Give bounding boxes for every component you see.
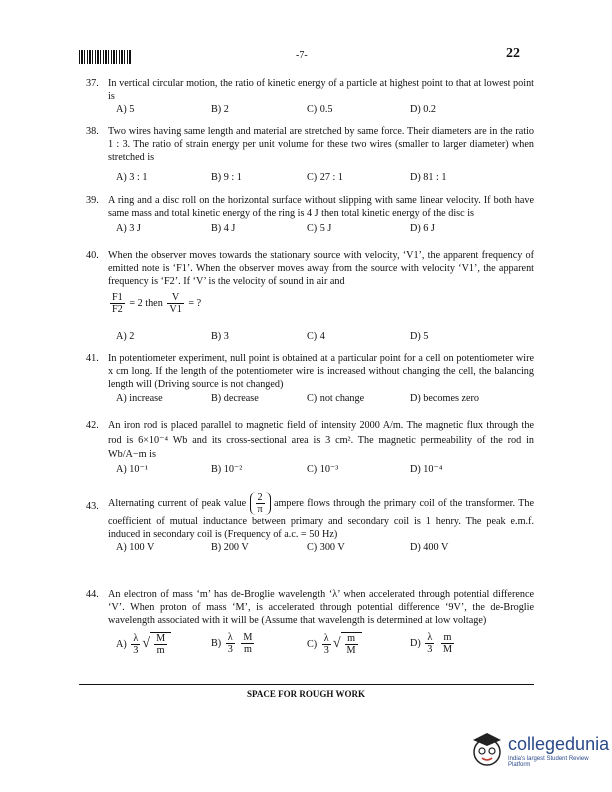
option-c: C) not change — [307, 392, 365, 404]
logo-tagline: India's largest Student Review Platform — [508, 756, 589, 768]
option-c: C) 0.5 — [307, 104, 333, 116]
question-text: In potentiometer experiment, null point is obtained at a particular point for a cell on potentiometer wire x cm long. If the length of the potentiometer wire is increased without changing the cell, the balancing length will (Driving source is not changed) — [108, 353, 534, 391]
option-a: A) 100 V — [116, 542, 155, 554]
question-39 — [86, 194, 534, 236]
option-a: A) increase — [116, 392, 163, 404]
option-d: D) 81 : 1 — [410, 171, 447, 183]
question-text: Alternating current of peak value $\frac{2}{\pi}$ ampere flows through the primary coil of the transformer. The coefficient of mutual inductance between primary and secondary coil is 1 henry. The peak e.m.f. induced in secondary coil is (Frequency of a.c. = 50 Hz) — [108, 492, 534, 541]
option-d: D) 5 — [410, 330, 429, 342]
option-a: A) 2 — [116, 330, 135, 342]
option-c: C) 27 : 1 — [307, 171, 343, 183]
option-a: A) 10⁻¹ — [116, 463, 148, 475]
options-row — [108, 632, 534, 664]
question-38 — [86, 125, 534, 185]
option-a: A) 3 : 1 — [116, 171, 148, 183]
question-41 — [86, 352, 534, 406]
question-text: An electron of mass ‘m’ has de-Broglie wavelength ‘λ’ when accelerated through potential difference ‘V’. When proton of mass ‘M’, is accelerated through potential difference ‘9V’, the de-Broglie wavelength associated with it will be (Assume that wavelength is determined at low voltage) — [108, 589, 534, 627]
option-d: D) 0.2 — [410, 104, 437, 116]
question-number: 39. — [86, 195, 99, 206]
question-text: In vertical circular motion, the ratio of kinetic energy of a particle at highest point to that at lowest point is — [108, 78, 534, 103]
barcode — [79, 50, 131, 64]
option-b: B) $\frac{\lambda}{3}$ $\frac{M}{m}$ — [211, 631, 253, 655]
rough-work-label: SPACE FOR ROUGH WORK — [247, 689, 365, 699]
option-b: B) 10⁻² — [211, 463, 243, 475]
option-a: A) 5 — [116, 104, 135, 116]
booklet-code: 22 — [506, 46, 520, 61]
option-a: A) 3 J — [116, 223, 141, 235]
option-c: C) $\frac{\lambda}{3}$ √ $\frac{m}{M}$ — [307, 632, 362, 656]
option-c: C) 300 V — [307, 542, 345, 554]
question-number: 40. — [86, 250, 99, 261]
option-d: D) becomes zero — [410, 392, 480, 404]
option-d: D) $\frac{\lambda}{3}$ $\frac{m}{M}$ — [410, 631, 452, 655]
option-d: D) 6 J — [410, 223, 435, 235]
question-number: 43. — [86, 501, 99, 512]
option-d: D) 400 V — [410, 542, 449, 554]
question-number: 42. — [86, 420, 99, 431]
question-text: Two wires having same length and material are stretched by same force. Their diameters are in the ratio 1 : 3. The ratio of strain energy per unit volume for these two wires (smaller to larger diameter) when stretched is — [108, 126, 534, 164]
question-43 — [86, 492, 534, 555]
question-number: 38. — [86, 126, 99, 137]
option-a: A) $\frac{\lambda}{3}$ √ $\frac{M}{m}$ — [116, 632, 171, 656]
question-text: A ring and a disc roll on the horizontal surface without slipping with same linear velocity. If both have same mass and total kinetic energy of the ring is 4 J then total kinetic energy of the disc is — [108, 195, 534, 220]
question-44 — [86, 588, 534, 664]
question-37 — [86, 77, 534, 117]
option-d: D) 10⁻⁴ — [410, 463, 443, 475]
option-c: C) 10⁻³ — [307, 463, 339, 475]
frequency-condition: $\frac{F1}{F2}$ = 2 then $\frac{V}{V1}$ = ? — [112, 291, 202, 315]
question-number: 41. — [86, 353, 99, 364]
question-42 — [86, 419, 534, 477]
question-number: 44. — [86, 589, 99, 600]
option-b: B) 200 V — [211, 542, 249, 554]
option-b: B) 3 — [211, 330, 229, 342]
question-text: When the observer moves towards the stationary source with velocity, ‘V1’, the apparent frequency of emitted note is ‘F1’. When the observer moves away from the source with velocity ‘V1’, the apparent frequency is ‘F2’. If ‘V’ is the velocity of sound in air and — [108, 250, 534, 288]
question-40 — [86, 249, 534, 344]
current-fraction: $\frac{2}{\pi}$ — [250, 492, 271, 515]
option-c: C) 5 J — [307, 223, 332, 235]
option-c: C) 4 — [307, 330, 325, 342]
option-b: B) 4 J — [211, 223, 236, 235]
fraction-f1-f2: $\frac{F1}{F2}$ — [112, 291, 123, 315]
option-b: B) 9 : 1 — [211, 171, 242, 183]
option-b: B) 2 — [211, 104, 229, 116]
option-b: B) decrease — [211, 392, 259, 404]
question-text: An iron rod is placed parallel to magnetic field of intensity 2000 A/m. The magnetic flux through the rod is 6×10⁻⁴ Wb and its cross-sectional area is 3 cm². The magnetic permeability of the rod in Wb/A−m is — [108, 420, 534, 460]
divider — [79, 684, 534, 685]
logo-name: collegedunia — [508, 734, 610, 754]
question-number: 37. — [86, 78, 99, 89]
page-number: -7- — [296, 50, 308, 61]
fraction-v-v1: $\frac{V}{V1}$ — [169, 291, 182, 315]
